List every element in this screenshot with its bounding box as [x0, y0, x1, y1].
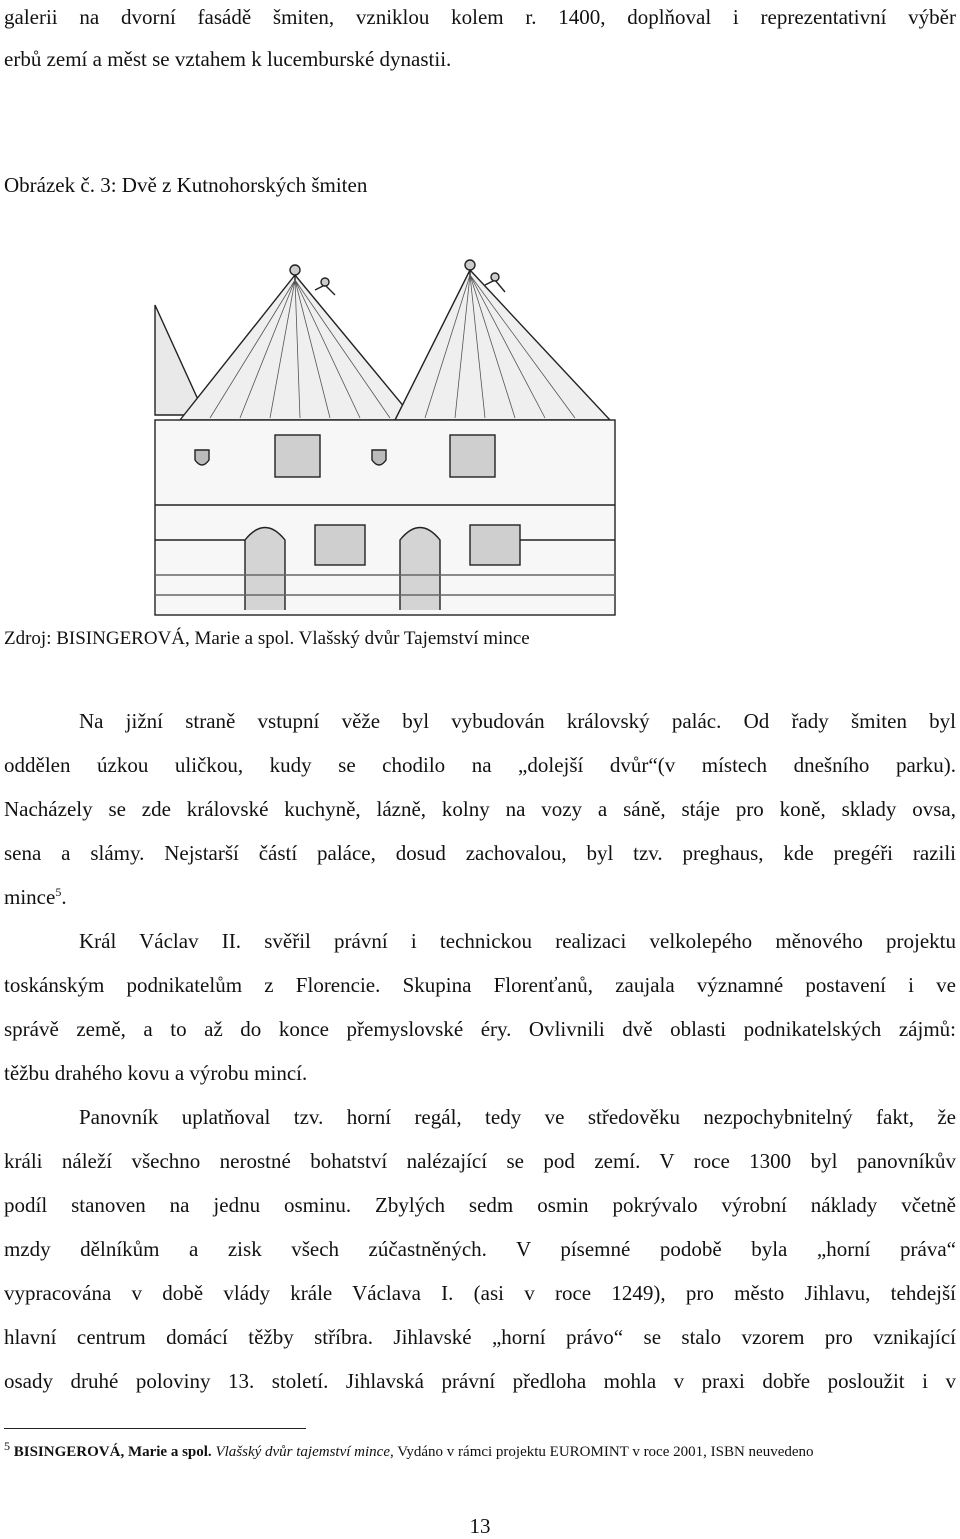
paragraph-line: Nacházely se zde královské kuchyně, lázně, kolny na vozy a sáně, stáje pro koně, sklady ovsa,: [4, 797, 956, 821]
paragraph-line: správě země, a to až do konce přemyslovské éry. Ovlivnili dvě oblasti podnikatelských zájmů:: [4, 1017, 956, 1041]
paragraph-line: králi náleží všechno nerostné bohatství nalézající se pod zemí. V roce 1300 byl panovníkův: [4, 1149, 956, 1173]
page-number: 13: [469, 1514, 491, 1538]
paragraph-line: mzdy dělníkům a zisk všech zúčastněných. V písemné podobě byla „horní práva“: [4, 1237, 956, 1261]
paragraph-line-with-footnote: [4, 884, 956, 910]
paragraph-line: toskánským podnikatelům z Florencie. Skupina Florenťanů, zaujala významné postavení i ve: [4, 973, 956, 997]
paragraph-line: oddělen úzkou uličkou, kudy se chodilo na „dolejší dvůr“(v místech dnešního parku).: [4, 753, 956, 777]
paragraph-text: mince: [4, 885, 56, 909]
footnote-title: Vlašský dvůr tajemství mince: [215, 1444, 390, 1460]
paragraph-line: podíl stanoven na jednu osminu. Zbylých sedm osmin pokrývalo výrobní náklady včetně: [4, 1193, 956, 1217]
paragraph-line: sena a slámy. Nejstarší částí paláce, dosud zachovalou, byl tzv. preghaus, kde pregéři razili: [4, 841, 956, 865]
paragraph-line: osady druhé poloviny 13. století. Jihlavská právní předloha mohla v praxi dobře posloužit i v: [4, 1369, 956, 1393]
footnote-number: 5: [4, 1439, 10, 1453]
paragraph-line: hlavní centrum domácí těžby stříbra. Jihlavské „horní právo“ se stalo vzorem pro vznikající: [4, 1325, 956, 1349]
intro-line-2: erbů zemí a měst se vztahem k lucemburské dynastii.: [4, 47, 452, 71]
footnote-authors: BISINGEROVÁ, Marie a spol.: [13, 1444, 212, 1460]
footnote-divider: [4, 1428, 306, 1429]
paragraph-line: Panovník uplatňoval tzv. horní regál, tedy ve středověku nezpochybnitelný fakt, že: [79, 1105, 956, 1129]
footnote: [4, 1439, 814, 1461]
figure-source: Zdroj: BISINGEROVÁ, Marie a spol. Vlašský dvůr Tajemství mince: [4, 628, 530, 649]
footnote-reference[interactable]: 5: [55, 885, 62, 899]
paragraph-line: Král Václav II. svěřil právní i technickou realizaci velkolepého měnového projektu: [79, 929, 956, 953]
figure-caption: Obrázek č. 3: Dvě z Kutnohorských šmiten: [4, 173, 368, 197]
sentence-end: .: [61, 885, 67, 909]
footnote-details: , Vydáno v rámci projektu EUROMINT v roce 2001, ISBN neuvedeno: [389, 1444, 814, 1460]
paragraph-line: vypracována v době vlády krále Václava I. (asi v roce 1249), pro město Jihlavu, tehdejší: [4, 1281, 956, 1305]
paragraph-line: Na jižní straně vstupní věže byl vybudován královský palác. Od řady šmiten byl: [79, 709, 956, 733]
building-illustration: [150, 240, 630, 620]
paragraph-line: těžbu drahého kovu a výrobu mincí.: [4, 1061, 308, 1085]
intro-line-1: galerii na dvorní fasádě šmiten, vzniklou kolem r. 1400, doplňoval i reprezentativní výběr: [4, 5, 956, 29]
